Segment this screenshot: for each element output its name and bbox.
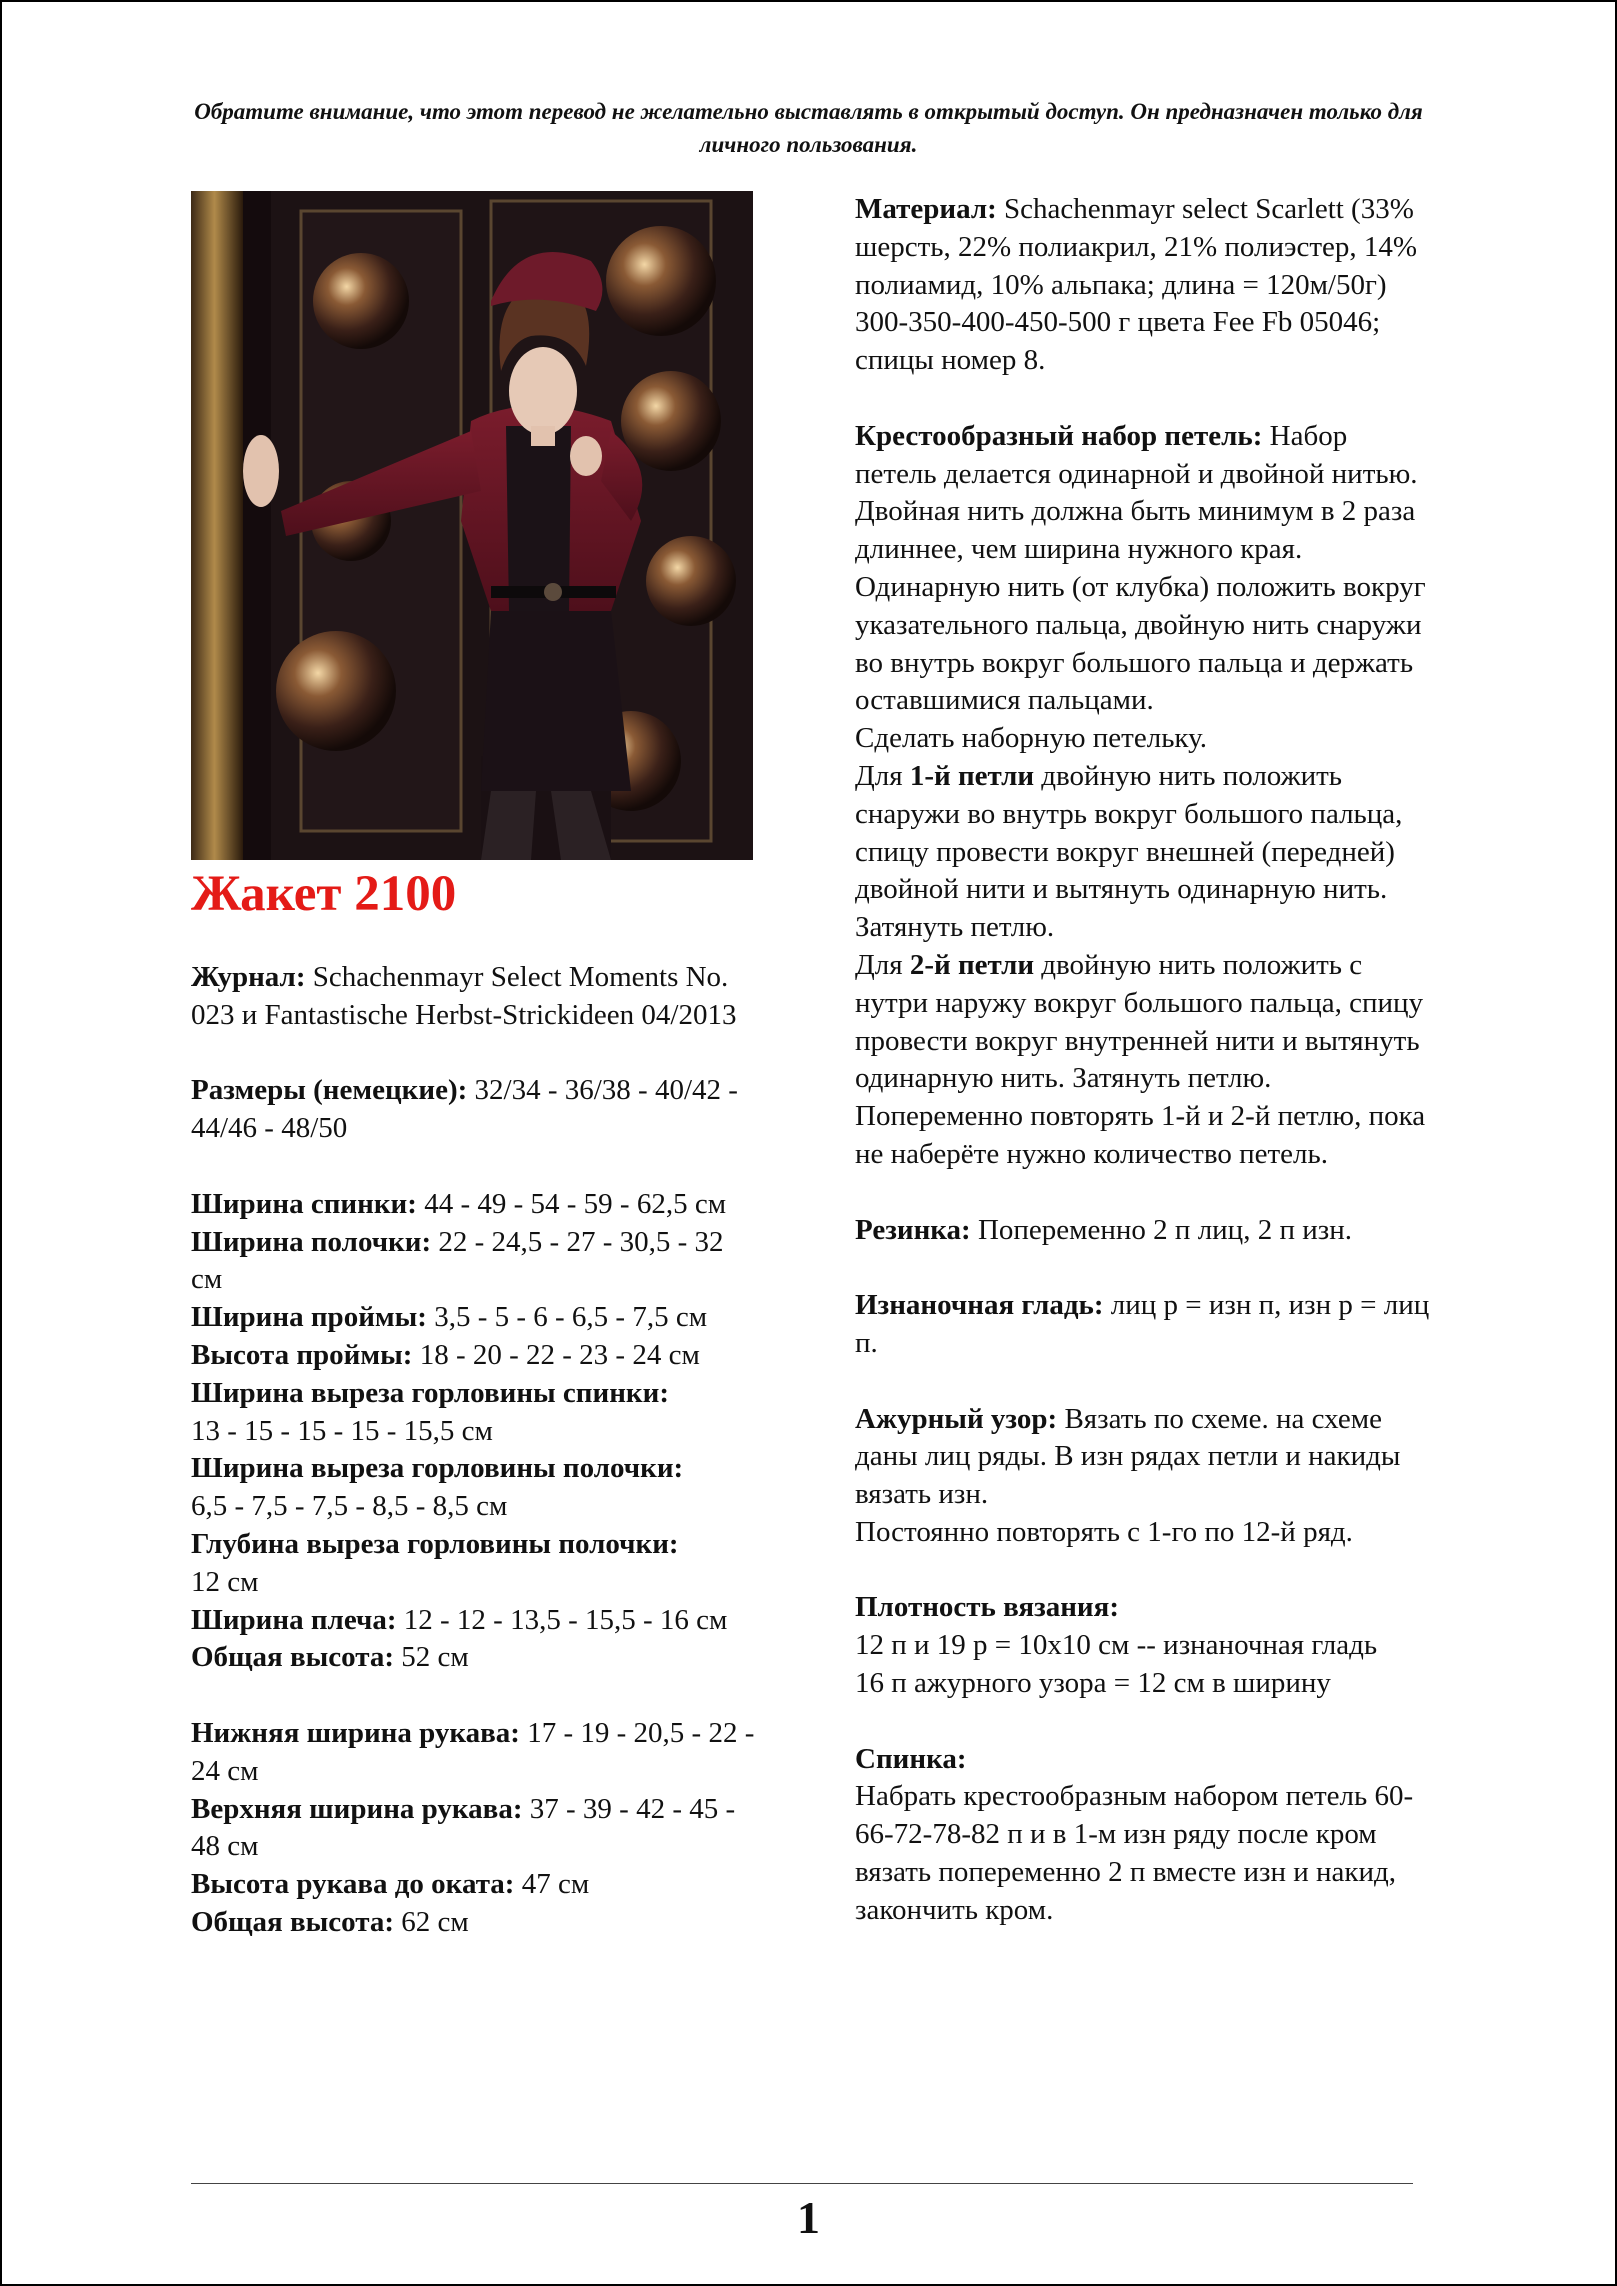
spec-value: 17 - 19 - 20,5 - 22 - 24 см bbox=[191, 1716, 755, 1787]
spec-value: 3,5 - 5 - 6 - 6,5 - 7,5 см bbox=[426, 1301, 708, 1334]
gauge-line: 16 п ажурного узора = 12 см в ширину bbox=[855, 1667, 1331, 1700]
back-paragraph: Набрать крестообразным набором петель 60-66-72-78-82 п и в 1-м изн ряду после кром вязать попеременно 2 п вместе изн и накид, закончить кром. bbox=[855, 1780, 1414, 1926]
sleeve-entry bbox=[191, 1715, 761, 1791]
measurement-entry bbox=[191, 1450, 761, 1526]
photo-illustration bbox=[191, 191, 753, 860]
sizes-column bbox=[191, 959, 761, 1942]
cast-on-paragraph: Одинарную нить (от клубка) положить вокруг указательного пальца, двойную нить снаружи во внутрь вокруг большого пальца и держать оставшимися пальцами. bbox=[855, 570, 1426, 717]
section-label: Плотность вязания: bbox=[855, 1591, 1119, 1624]
measurement-entry bbox=[191, 1224, 761, 1300]
stitch-label: 1-й петли bbox=[909, 759, 1035, 792]
copyright-notice: Обратите внимание, что этот перевод не желательно выставлять в открытый доступ. Он предназначен только для личного пользования. bbox=[194, 99, 1423, 157]
section-text: Набор петель делается одинарной и двойной нитью. Двойная нить должна быть минимум в 2 раза длиннее, чем ширина нужного края. bbox=[855, 419, 1418, 566]
spec-value: 62 см bbox=[394, 1905, 469, 1938]
cast-on-paragraph: Попеременно повторять 1-й и 2-й петлю, пока не наберёте нужно количество петель. bbox=[855, 1100, 1426, 1170]
measurement-entry bbox=[191, 1337, 761, 1375]
measurement-entry bbox=[191, 1186, 761, 1224]
sleeve-entry bbox=[191, 1904, 761, 1942]
spec-value: 44 - 49 - 54 - 59 - 62,5 см bbox=[416, 1187, 727, 1220]
spec-label: Общая высота: bbox=[191, 1905, 395, 1938]
spec-value: 52 см bbox=[394, 1641, 469, 1674]
spec-label: Ширина выреза горловины спинки: bbox=[191, 1376, 670, 1409]
product-photo bbox=[191, 191, 753, 860]
spec-label: Высота рукава до оката: bbox=[191, 1868, 515, 1901]
section-text: Schachenmayr select Scarlett (33% шерсть, 22% полиакрил, 21% полиэстер, 14% полиамид, 10% альпака; длина = 120м/50г) 300-350-400-450-500 г цвета Fee Fb 05046; спицы номер 8. bbox=[855, 193, 1418, 377]
ribbing-section bbox=[855, 1212, 1435, 1250]
spec-label: Ширина выреза горловины полочки: bbox=[191, 1452, 684, 1485]
measurement-entry bbox=[191, 1375, 761, 1451]
spec-value: 12 см bbox=[191, 1565, 259, 1598]
measurement-entry bbox=[191, 1639, 761, 1677]
section-label: Крестообразный набор петель: bbox=[855, 419, 1263, 452]
gauge-section bbox=[855, 1589, 1435, 1627]
sizes-entry bbox=[191, 1072, 761, 1148]
cast-on-section bbox=[855, 418, 1435, 569]
spec-value: 6,5 - 7,5 - 7,5 - 8,5 - 8,5 см bbox=[191, 1490, 508, 1523]
lace-paragraph: Постоянно повторять с 1-го по 12-й ряд. bbox=[855, 1515, 1353, 1548]
spec-label: Нижняя ширина рукава: bbox=[191, 1716, 520, 1749]
page-number: 1 bbox=[797, 2192, 820, 2243]
back-section bbox=[855, 1741, 1435, 1779]
section-label: Ажурный узор: bbox=[855, 1402, 1058, 1435]
cast-on-paragraph bbox=[855, 758, 1435, 947]
spec-label: Ширина спинки: bbox=[191, 1187, 417, 1220]
spec-label: Ширина плеча: bbox=[191, 1603, 397, 1636]
section-text: Вязать по схеме. на схеме даны лиц ряды. В изн рядах петли и накиды вязать изн. bbox=[855, 1402, 1401, 1511]
spec-value: 12 - 12 - 13,5 - 15,5 - 16 см bbox=[396, 1603, 728, 1636]
magazine-entry bbox=[191, 959, 761, 1035]
section-text: Для bbox=[855, 759, 910, 792]
spec-label: Высота проймы: bbox=[191, 1338, 413, 1371]
lace-section bbox=[855, 1401, 1435, 1514]
spec-label: Журнал: bbox=[191, 961, 306, 993]
measurement-entry bbox=[191, 1526, 761, 1602]
section-label: Резинка: bbox=[855, 1213, 971, 1246]
section-text: Попеременно 2 п лиц, 2 п изн. bbox=[970, 1213, 1352, 1246]
spec-value: 47 см bbox=[514, 1868, 590, 1901]
spec-label: Глубина выреза горловины полочки: bbox=[191, 1527, 679, 1560]
sleeve-entry bbox=[191, 1791, 761, 1867]
section-text: Для bbox=[855, 948, 910, 981]
measurement-entry bbox=[191, 1602, 761, 1640]
sleeve-entry bbox=[191, 1866, 761, 1904]
spec-label: Ширина проймы: bbox=[191, 1301, 427, 1334]
reverse-stockinette-section bbox=[855, 1287, 1435, 1363]
cast-on-paragraph: Сделать наборную петельку. bbox=[855, 722, 1207, 755]
spec-label: Общая высота: bbox=[191, 1641, 395, 1674]
spec-value: 18 - 20 - 22 - 23 - 24 см bbox=[412, 1338, 700, 1371]
measurement-entry bbox=[191, 1299, 761, 1337]
spec-label: Ширина полочки: bbox=[191, 1225, 432, 1258]
material-section bbox=[855, 191, 1435, 380]
section-label: Изнаночная гладь: bbox=[855, 1289, 1104, 1322]
spec-label: Размеры (немецкие): bbox=[191, 1074, 468, 1107]
spec-label: Верхняя ширина рукава: bbox=[191, 1792, 523, 1825]
spec-value: 22 - 24,5 - 27 - 30,5 - 32 см bbox=[191, 1225, 724, 1296]
spec-value: 37 - 39 - 42 - 45 - 48 см bbox=[191, 1792, 736, 1863]
instructions-column bbox=[855, 191, 1435, 1930]
gauge-line: 12 п и 19 р = 10х10 см -- изнаночная гладь bbox=[855, 1629, 1378, 1662]
section-label: Спинка: bbox=[855, 1742, 967, 1775]
spec-value: Schachenmayr Select Moments No. 023 и Fantastische Herbst-Strickideen 04/2013 bbox=[191, 961, 737, 1031]
spec-value: 13 - 15 - 15 - 15 - 15,5 см bbox=[191, 1414, 493, 1447]
pattern-title: Жакет 2100 bbox=[191, 866, 457, 922]
spec-value: 32/34 - 36/38 - 40/42 - 44/46 - 48/50 bbox=[191, 1074, 738, 1145]
section-text: лиц р = изн п, изн р = лиц п. bbox=[855, 1289, 1430, 1359]
section-label: Материал: bbox=[855, 193, 997, 225]
section-text: двойную нить положить с нутри наружу вокруг большого пальца, спицу провести вокруг внутренней нити и вытянуть одинарную нить. Затянуть петлю. bbox=[855, 948, 1424, 1095]
stitch-label: 2-й петли bbox=[909, 948, 1035, 981]
footer-divider bbox=[191, 2183, 1413, 2184]
cast-on-paragraph bbox=[855, 947, 1435, 1098]
section-text: двойную нить положить снаружи во внутрь вокруг большого пальца, спицу провести вокруг внешней (передней) двойной нити и вытянуть одинарную нить. Затянуть петлю. bbox=[855, 759, 1403, 944]
